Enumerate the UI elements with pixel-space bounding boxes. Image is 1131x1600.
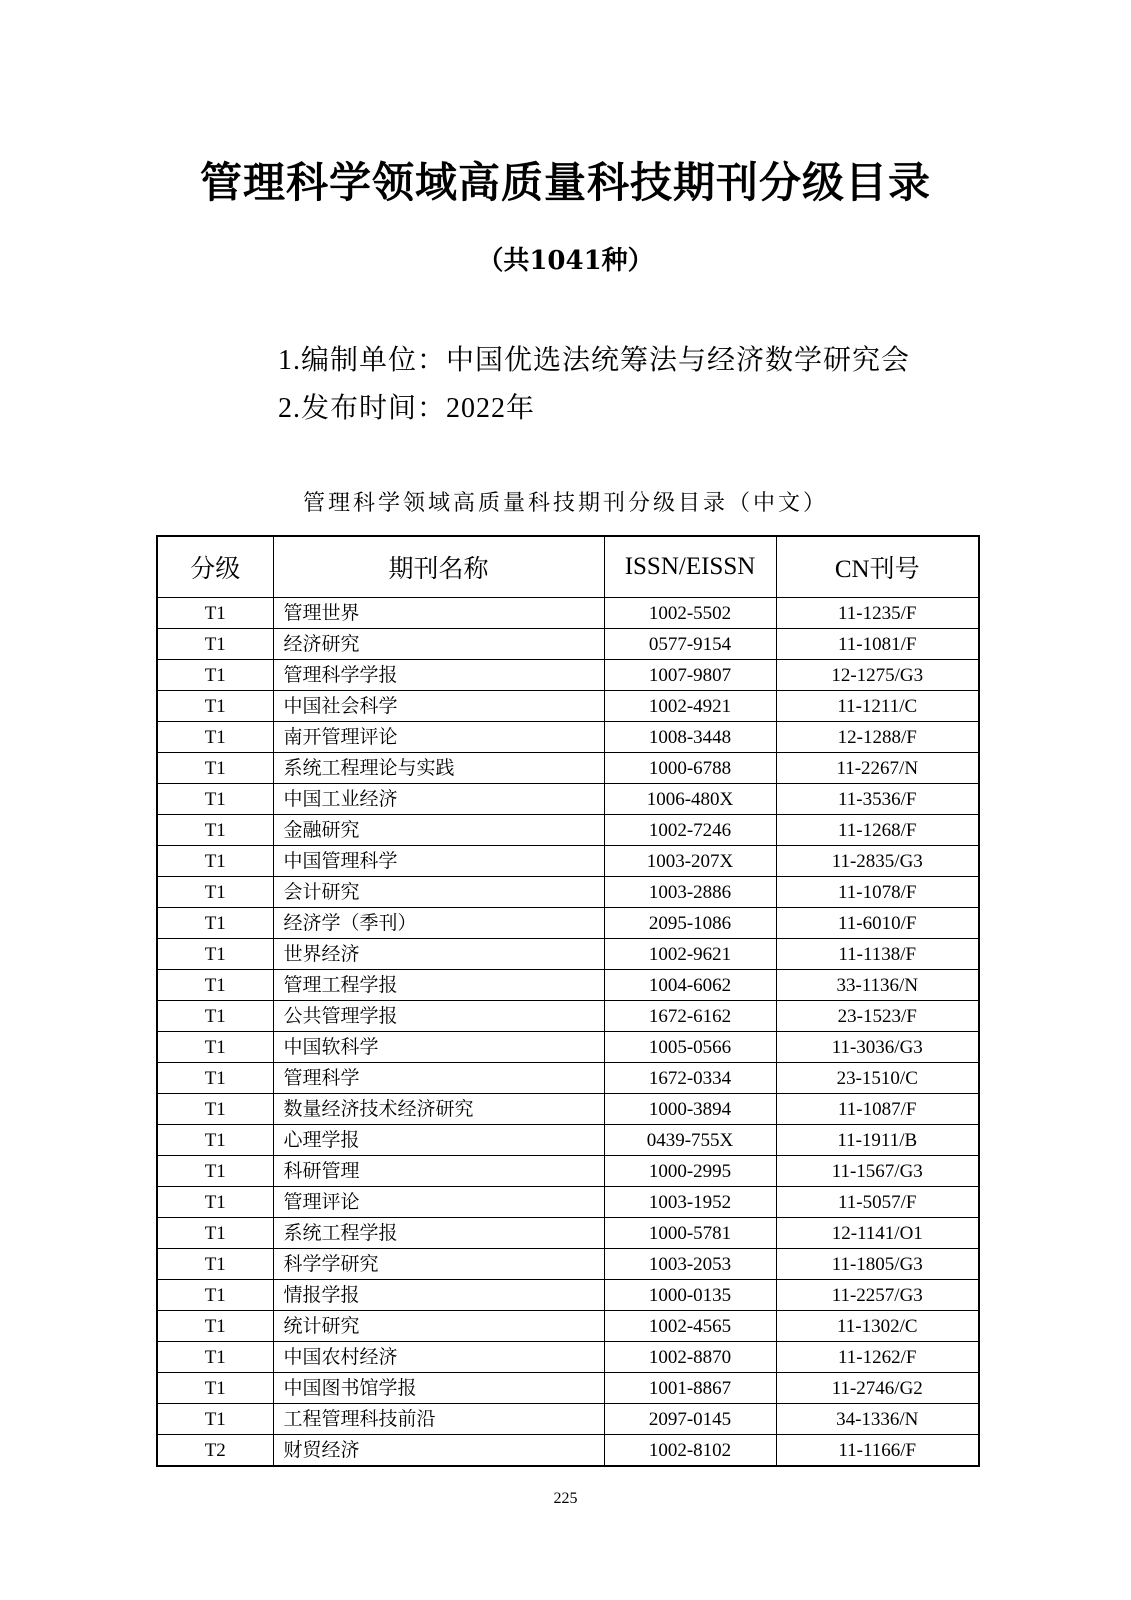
- cn-cell: 11-1911/B: [776, 1125, 979, 1156]
- issn-cell: 0577-9154: [604, 629, 776, 660]
- table-row: [157, 846, 979, 877]
- table-caption: 管理科学领域高质量科技期刊分级目录（中文）: [302, 490, 828, 515]
- cn-cell: 11-1081/F: [776, 629, 979, 660]
- cn-cell: 11-1078/F: [776, 877, 979, 908]
- cn-cell: 11-1567/G3: [776, 1156, 979, 1187]
- issn-cell: 1002-7246: [604, 815, 776, 846]
- table-row: [157, 1032, 979, 1063]
- issn-cell: 1004-6062: [604, 970, 776, 1001]
- table-row: [157, 1404, 979, 1435]
- cn-cell: 11-1138/F: [776, 939, 979, 970]
- issn-cell: 1001-8867: [604, 1373, 776, 1404]
- grade-cell: T1: [157, 1249, 273, 1280]
- grade-cell: T1: [157, 1063, 273, 1094]
- grade-cell: T1: [157, 1311, 273, 1342]
- document-title: 管理科学领域高质量科技期刊分级目录: [199, 158, 931, 207]
- cn-cell: 11-2267/N: [776, 753, 979, 784]
- table-row: [157, 1094, 979, 1125]
- grade-cell: T1: [157, 1156, 273, 1187]
- journal-name-cell: 科学学研究: [273, 1249, 604, 1280]
- grade-cell: T1: [157, 1001, 273, 1032]
- header-cn: CN刊号: [776, 536, 979, 598]
- grade-cell: T1: [157, 784, 273, 815]
- table-row: [157, 1280, 979, 1311]
- issn-cell: 1002-5502: [604, 598, 776, 629]
- journal-name-cell: 管理科学学报: [273, 660, 604, 691]
- journal-name-cell: 数量经济技术经济研究: [273, 1094, 604, 1125]
- issn-cell: 1003-207X: [604, 846, 776, 877]
- grade-cell: T1: [157, 1187, 273, 1218]
- issn-cell: 1002-4921: [604, 691, 776, 722]
- journal-name-cell: 中国农村经济: [273, 1342, 604, 1373]
- grade-cell: T1: [157, 1373, 273, 1404]
- issn-cell: 1000-3894: [604, 1094, 776, 1125]
- document-subtitle: （共1041种）: [477, 246, 654, 276]
- table-row: [157, 1249, 979, 1280]
- table-row: [157, 753, 979, 784]
- issn-cell: 0439-755X: [604, 1125, 776, 1156]
- journal-name-cell: 中国社会科学: [273, 691, 604, 722]
- header-journal-name: 期刊名称: [273, 536, 604, 598]
- cn-cell: 23-1523/F: [776, 1001, 979, 1032]
- table-row: [157, 1125, 979, 1156]
- grade-cell: T1: [157, 598, 273, 629]
- grade-cell: T1: [157, 1404, 273, 1435]
- grade-cell: T2: [157, 1435, 273, 1467]
- grade-cell: T1: [157, 1125, 273, 1156]
- issn-cell: 1007-9807: [604, 660, 776, 691]
- issn-cell: 1002-8102: [604, 1435, 776, 1467]
- grade-cell: T1: [157, 846, 273, 877]
- release-date-info: 2.发布时间：2022年: [278, 393, 536, 424]
- table-row: [157, 815, 979, 846]
- journal-name-cell: 情报学报: [273, 1280, 604, 1311]
- cn-cell: 11-5057/F: [776, 1187, 979, 1218]
- page-number: 225: [553, 1490, 578, 1507]
- issn-cell: 1003-1952: [604, 1187, 776, 1218]
- table-body: [157, 598, 979, 1467]
- journal-name-cell: 中国工业经济: [273, 784, 604, 815]
- journal-name-cell: 管理科学: [273, 1063, 604, 1094]
- journal-name-cell: 经济学（季刊）: [273, 908, 604, 939]
- table-row: [157, 939, 979, 970]
- cn-cell: 11-1087/F: [776, 1094, 979, 1125]
- compiler-info: 1.编制单位：中国优选法统筹法与经济数学研究会: [278, 345, 911, 376]
- issn-cell: 1672-6162: [604, 1001, 776, 1032]
- issn-cell: 2095-1086: [604, 908, 776, 939]
- cn-cell: 11-1211/C: [776, 691, 979, 722]
- journal-name-cell: 财贸经济: [273, 1435, 604, 1467]
- journal-name-cell: 统计研究: [273, 1311, 604, 1342]
- table-row: [157, 1187, 979, 1218]
- issn-cell: 1008-3448: [604, 722, 776, 753]
- journal-name-cell: 中国软科学: [273, 1032, 604, 1063]
- issn-cell: 1003-2053: [604, 1249, 776, 1280]
- journal-name-cell: 会计研究: [273, 877, 604, 908]
- table-row: [157, 1342, 979, 1373]
- grade-cell: T1: [157, 1032, 273, 1063]
- header-grade: 分级: [157, 536, 273, 598]
- journal-name-cell: 科研管理: [273, 1156, 604, 1187]
- grade-cell: T1: [157, 691, 273, 722]
- journal-name-cell: 管理世界: [273, 598, 604, 629]
- journal-name-cell: 中国管理科学: [273, 846, 604, 877]
- grade-cell: T1: [157, 1218, 273, 1249]
- issn-cell: 2097-0145: [604, 1404, 776, 1435]
- journal-name-cell: 世界经济: [273, 939, 604, 970]
- issn-cell: 1002-8870: [604, 1342, 776, 1373]
- journal-name-cell: 管理工程学报: [273, 970, 604, 1001]
- table-header-row: [157, 536, 979, 598]
- cn-cell: 11-1302/C: [776, 1311, 979, 1342]
- journal-name-cell: 公共管理学报: [273, 1001, 604, 1032]
- journal-name-cell: 系统工程学报: [273, 1218, 604, 1249]
- journal-table: [156, 535, 980, 1467]
- table-row: [157, 629, 979, 660]
- grade-cell: T1: [157, 970, 273, 1001]
- journal-name-cell: 中国图书馆学报: [273, 1373, 604, 1404]
- table-row: [157, 877, 979, 908]
- grade-cell: T1: [157, 722, 273, 753]
- issn-cell: 1672-0334: [604, 1063, 776, 1094]
- table-row: [157, 691, 979, 722]
- issn-cell: 1002-9621: [604, 939, 776, 970]
- table-row: [157, 1001, 979, 1032]
- grade-cell: T1: [157, 660, 273, 691]
- table-row: [157, 784, 979, 815]
- journal-name-cell: 工程管理科技前沿: [273, 1404, 604, 1435]
- table-row: [157, 722, 979, 753]
- cn-cell: 11-1262/F: [776, 1342, 979, 1373]
- journal-name-cell: 金融研究: [273, 815, 604, 846]
- table-row: [157, 1435, 979, 1467]
- journal-name-cell: 心理学报: [273, 1125, 604, 1156]
- grade-cell: T1: [157, 939, 273, 970]
- issn-cell: 1002-4565: [604, 1311, 776, 1342]
- cn-cell: 11-6010/F: [776, 908, 979, 939]
- table-row: [157, 598, 979, 629]
- issn-cell: 1000-6788: [604, 753, 776, 784]
- cn-cell: 11-2746/G2: [776, 1373, 979, 1404]
- issn-cell: 1005-0566: [604, 1032, 776, 1063]
- journal-name-cell: 管理评论: [273, 1187, 604, 1218]
- grade-cell: T1: [157, 815, 273, 846]
- header-issn: ISSN/EISSN: [604, 536, 776, 598]
- issn-cell: 1000-2995: [604, 1156, 776, 1187]
- issn-cell: 1003-2886: [604, 877, 776, 908]
- grade-cell: T1: [157, 908, 273, 939]
- table-row: [157, 660, 979, 691]
- cn-cell: 11-2835/G3: [776, 846, 979, 877]
- grade-cell: T1: [157, 1094, 273, 1125]
- cn-cell: 11-1805/G3: [776, 1249, 979, 1280]
- journal-name-cell: 南开管理评论: [273, 722, 604, 753]
- grade-cell: T1: [157, 1280, 273, 1311]
- journal-name-cell: 系统工程理论与实践: [273, 753, 604, 784]
- issn-cell: 1000-0135: [604, 1280, 776, 1311]
- grade-cell: T1: [157, 753, 273, 784]
- issn-cell: 1000-5781: [604, 1218, 776, 1249]
- cn-cell: 12-1275/G3: [776, 660, 979, 691]
- table-row: [157, 1156, 979, 1187]
- cn-cell: 23-1510/C: [776, 1063, 979, 1094]
- table-row: [157, 970, 979, 1001]
- grade-cell: T1: [157, 629, 273, 660]
- journal-name-cell: 经济研究: [273, 629, 604, 660]
- cn-cell: 11-1166/F: [776, 1435, 979, 1467]
- table-row: [157, 908, 979, 939]
- cn-cell: 33-1136/N: [776, 970, 979, 1001]
- table-row: [157, 1311, 979, 1342]
- cn-cell: 11-3036/G3: [776, 1032, 979, 1063]
- cn-cell: 12-1141/O1: [776, 1218, 979, 1249]
- grade-cell: T1: [157, 1342, 273, 1373]
- issn-cell: 1006-480X: [604, 784, 776, 815]
- cn-cell: 12-1288/F: [776, 722, 979, 753]
- table-row: [157, 1218, 979, 1249]
- table-row: [157, 1063, 979, 1094]
- table-row: [157, 1373, 979, 1404]
- cn-cell: 11-1235/F: [776, 598, 979, 629]
- cn-cell: 11-2257/G3: [776, 1280, 979, 1311]
- cn-cell: 11-3536/F: [776, 784, 979, 815]
- grade-cell: T1: [157, 877, 273, 908]
- cn-cell: 11-1268/F: [776, 815, 979, 846]
- cn-cell: 34-1336/N: [776, 1404, 979, 1435]
